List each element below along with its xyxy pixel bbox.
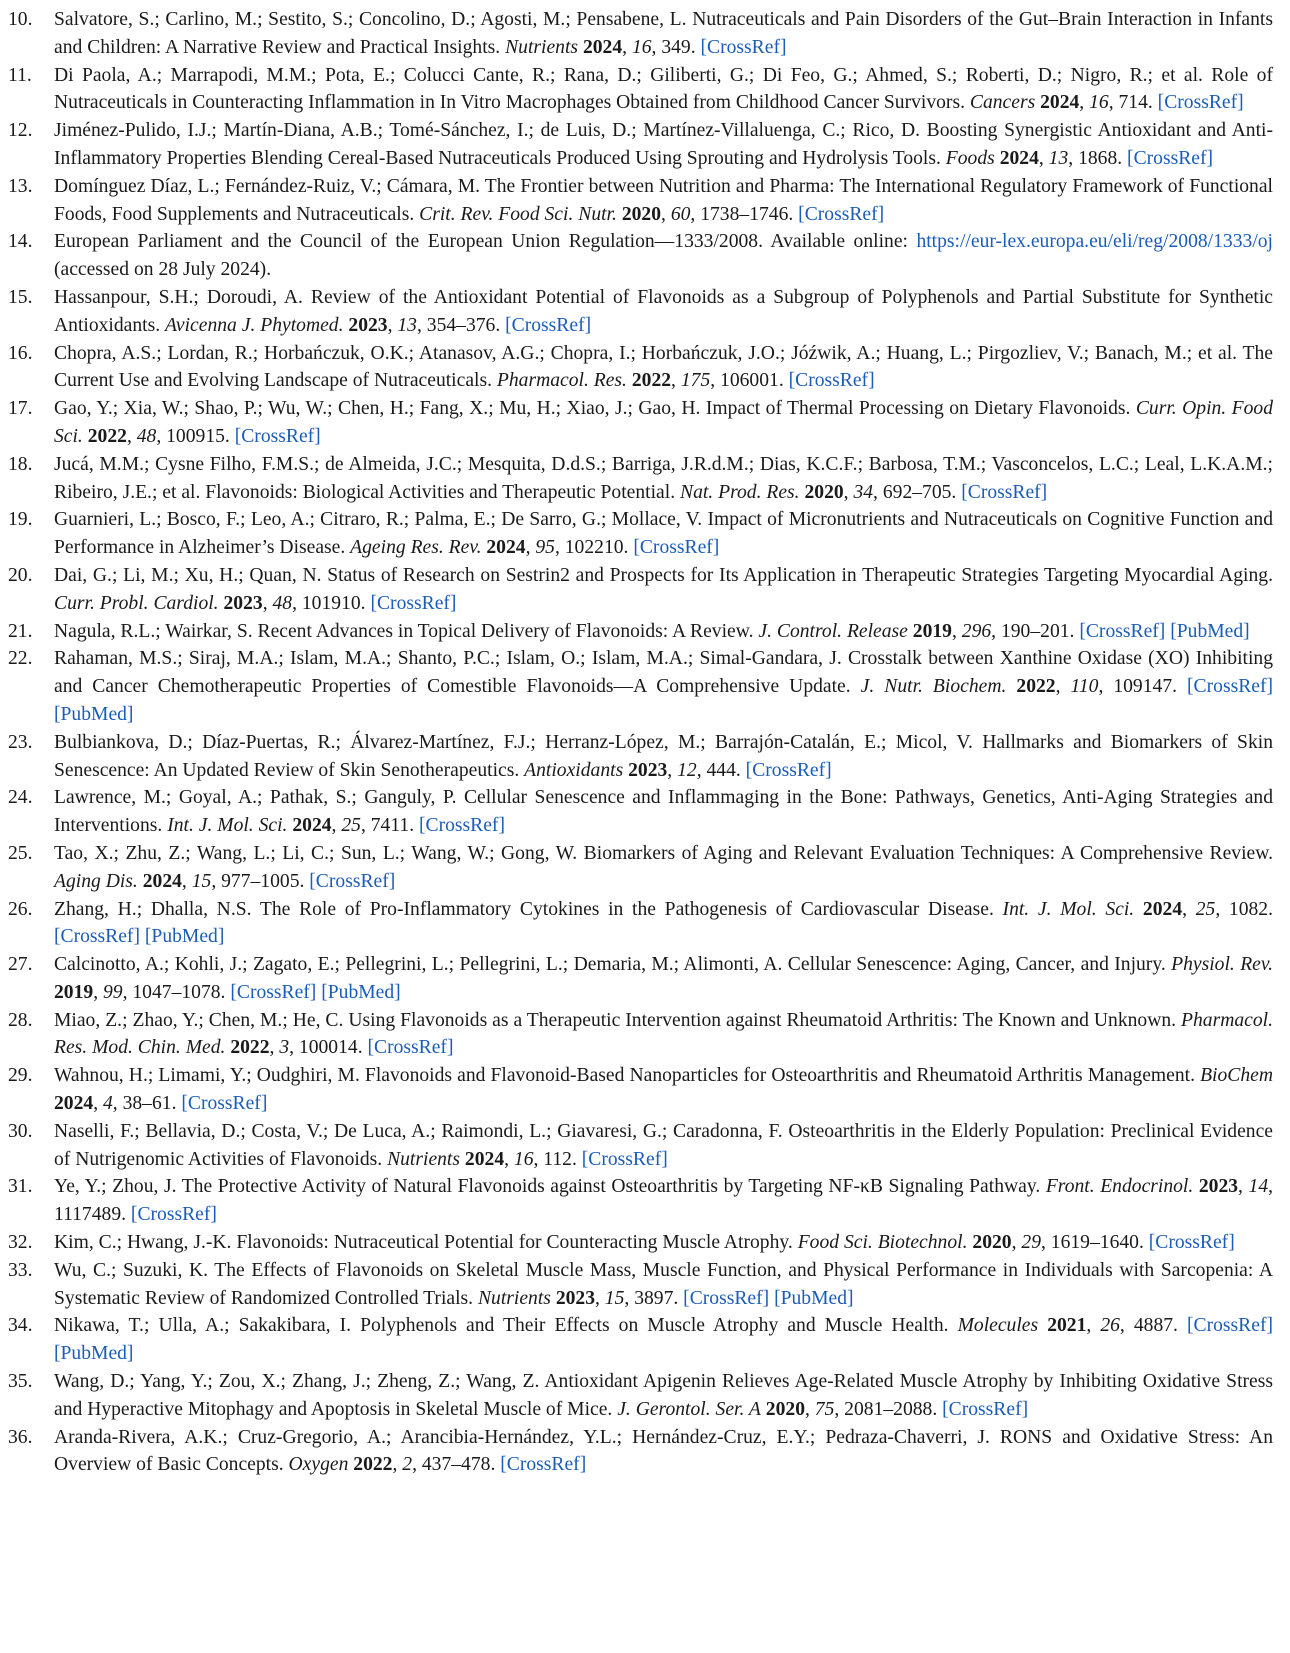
reference-text: , [262, 592, 273, 614]
reference-text: , [181, 870, 192, 892]
reference-number: 31. [8, 1176, 33, 1198]
crossref-link[interactable]: [CrossRef] [1187, 1315, 1273, 1337]
journal-or-volume: 99 [102, 981, 123, 1003]
reference-text: , [504, 1148, 514, 1170]
reference-text: , 190–201. [991, 620, 1080, 642]
publication-year: 2020 [621, 203, 662, 225]
journal-or-volume: 13 [1048, 147, 1069, 169]
reference-item [0, 1424, 1273, 1480]
reference-text: , [1086, 1315, 1101, 1337]
publication-year: 2024 [54, 1093, 94, 1115]
journal-or-volume: 95 [535, 537, 555, 559]
reference-text: , [1055, 676, 1071, 698]
journal-or-volume: Nutrients [477, 1287, 551, 1309]
reference-text: , 101910. [292, 592, 371, 614]
reference-text: Ye, Y.; Zhou, J. The Protective Activity of Natural Flavonoids against Osteoarthritis by Targeting NF-κB Signaling Pathway. [54, 1176, 1046, 1198]
reference-item [0, 284, 1273, 340]
crossref-link[interactable]: [CrossRef] [500, 1454, 587, 1476]
reference-text: , 692–705. [873, 481, 962, 503]
reference-text: , [622, 36, 632, 58]
crossref-link[interactable]: [CrossRef] [961, 481, 1048, 503]
reference-text: , 714. [1108, 92, 1158, 114]
reference-text: , 102210. [554, 537, 634, 559]
pubmed-link[interactable]: [PubMed] [1170, 620, 1250, 642]
reference-text: Chopra, A.S.; Lordan, R.; Horbańczuk, O.K.; Atanasov, A.G.; Chopra, I.; Horbańczuk, J.O.; Jóźwik, A.; Huang, L.; Pirgozliev, V.; Banach, M.; et al. The Current Use and Evolving Landscape of Nutraceuticals. [54, 342, 1273, 392]
reference-text: , [671, 370, 681, 392]
reference-text: , [843, 481, 854, 503]
crossref-link[interactable]: [CrossRef] [1157, 92, 1244, 114]
publication-year: 2024 [142, 870, 182, 892]
reference-item [0, 228, 1273, 284]
reference-item [0, 506, 1273, 562]
reference-text: Naselli, F.; Bellavia, D.; Costa, V.; De Luca, A.; Raimondi, L.; Giavaresi, G.; Caradonna, F. Osteoarthritis in the Elderly Population: Preclinical Evidence of Nutrigenomic Activities of Flavonoids. [54, 1120, 1273, 1170]
reference-text: , [525, 537, 536, 559]
reference-list [0, 6, 1290, 1479]
publication-year: 2024 [582, 36, 623, 58]
reference-item [0, 1062, 1273, 1118]
url-link[interactable]: https://eur-lex.europa.eu/eli/reg/2008/1333/oj [916, 231, 1273, 253]
reference-text: , 1738–1746. [690, 203, 799, 225]
pubmed-link[interactable]: [PubMed] [774, 1287, 854, 1309]
journal-or-volume: Physiol. Rev. [1171, 954, 1273, 976]
publication-year: 2024 [486, 537, 526, 559]
publication-year: 2023 [628, 759, 668, 781]
crossref-link[interactable]: [CrossRef] [309, 870, 396, 892]
reference-text: , [331, 815, 342, 837]
journal-or-volume: 16 [513, 1148, 534, 1170]
reference-text: , [1238, 1176, 1249, 1198]
crossref-link[interactable]: [CrossRef] [230, 981, 317, 1003]
crossref-link[interactable]: [CrossRef] [54, 926, 140, 948]
journal-or-volume: 25 [1195, 898, 1216, 920]
reference-text: Aranda-Rivera, A.K.; Cruz-Gregorio, A.; Arancibia-Hernández, Y.L.; Hernández-Cruz, E.Y.; Pedraza-Chaverri, J. RONS and Oxidative Stress: An Overview of Basic Concepts. [54, 1426, 1273, 1476]
reference-text: Rahaman, M.S.; Siraj, M.A.; Islam, M.A.; Shanto, P.C.; Islam, O.; Islam, M.A.; Simal-Gandara, J. Crosstalk between Xanthine Oxidase (XO) Inhibiting and Cancer Chemotherapeutic Properties of Comestible Flavonoids—A Comprehensive Update. [54, 648, 1273, 698]
reference-text: , 112. [533, 1148, 582, 1170]
reference-text: Di Paola, A.; Marrapodi, M.M.; Pota, E.; Colucci Cante, R.; Rana, D.; Giliberti, G.; Di Feo, G.; Ahmed, S.; Roberti, D.; Nigro, R.; et al. Role of Nutraceuticals in Counteracting Inflammation in In Vitro Macrophages Obtained from Childhood Cancer Survivors. [54, 64, 1273, 114]
reference-text: , [595, 1287, 605, 1309]
crossref-link[interactable]: [CrossRef] [370, 592, 457, 614]
journal-or-volume: 48 [272, 592, 293, 614]
reference-text: , 354–376. [416, 314, 506, 336]
reference-text: , [1038, 147, 1049, 169]
crossref-link[interactable]: [CrossRef] [181, 1093, 268, 1115]
reference-number: 20. [8, 564, 33, 586]
journal-or-volume: 13 [397, 314, 417, 336]
pubmed-link[interactable]: [PubMed] [144, 926, 225, 948]
crossref-link[interactable]: [CrossRef] [367, 1037, 454, 1059]
reference-text: , [1011, 1232, 1022, 1254]
crossref-link[interactable]: [CrossRef] [130, 1204, 217, 1226]
reference-item [0, 6, 1273, 62]
reference-number: 28. [8, 1009, 33, 1031]
reference-number: 15. [8, 286, 33, 308]
journal-or-volume: Ageing Res. Rev. [350, 537, 482, 559]
publication-year: 2024 [1142, 898, 1183, 920]
reference-text: Kim, C.; Hwang, J.-K. Flavonoids: Nutraceutical Potential for Counteracting Muscle Atrophy. [54, 1232, 798, 1254]
journal-or-volume: 12 [677, 759, 697, 781]
reference-text [1006, 676, 1016, 697]
publication-year: 2024 [1040, 92, 1080, 114]
crossref-link[interactable]: [CrossRef] [1079, 620, 1166, 642]
publication-year: 2024 [464, 1148, 505, 1170]
journal-or-volume: Nutrients [505, 36, 579, 58]
journal-or-volume: 25 [341, 815, 361, 837]
reference-text: Lawrence, M.; Goyal, A.; Pathak, S.; Ganguly, P. Cellular Senescence and Inflammaging in the Bone: Pathways, Genetics, Anti-Aging Strategies and Interventions. [54, 787, 1273, 837]
crossref-link[interactable]: [CrossRef] [1148, 1232, 1235, 1254]
reference-text: , [387, 314, 398, 336]
reference-item [0, 1257, 1273, 1313]
journal-or-volume: Int. J. Mol. Sci. [167, 815, 288, 837]
reference-number: 16. [8, 342, 33, 364]
reference-text: , 1619–1640. [1040, 1232, 1149, 1254]
reference-text: , 106001. [710, 370, 789, 392]
reference-text: , 38–61. [112, 1093, 182, 1115]
journal-or-volume: 14 [1248, 1176, 1269, 1198]
reference-text: , 100014. [289, 1037, 368, 1059]
reference-text: , 4887. [1119, 1315, 1188, 1337]
reference-text: , [1182, 898, 1196, 920]
crossref-link[interactable]: [CrossRef] [942, 1398, 1029, 1420]
reference-number: 22. [8, 648, 33, 670]
reference-text [1038, 1315, 1047, 1336]
journal-or-volume: 48 [136, 425, 157, 447]
journal-or-volume: 110 [1070, 676, 1099, 698]
reference-text: Nagula, R.L.; Wairkar, S. Recent Advances in Topical Delivery of Flavonoids: A Review. [54, 620, 759, 642]
publication-year: 2020 [765, 1398, 805, 1420]
reference-text: , [667, 759, 678, 781]
crossref-link[interactable]: [CrossRef] [505, 314, 592, 336]
journal-or-volume: 26 [1100, 1315, 1120, 1337]
publication-year: 2023 [223, 592, 263, 614]
reference-text: , 349. [651, 36, 701, 58]
reference-item [0, 896, 1273, 952]
journal-or-volume: Int. J. Mol. Sci. [1002, 898, 1135, 920]
reference-text: Hassanpour, S.H.; Doroudi, A. Review of the Antioxidant Potential of Flavonoids as a Subgroup of Polyphenols and Partial Substitute for Synthetic Antioxidants. [54, 286, 1273, 336]
reference-text: , 444. [696, 759, 746, 781]
publication-year: 2019 [54, 981, 94, 1003]
reference-item [0, 173, 1273, 229]
crossref-link[interactable]: [CrossRef] [419, 815, 505, 837]
reference-text: , [951, 620, 962, 642]
journal-or-volume: 15 [191, 870, 212, 892]
reference-text: , 3897. [624, 1287, 684, 1309]
journal-or-volume: 15 [604, 1287, 625, 1309]
publication-year: 2022 [631, 370, 672, 392]
reference-text: , 109147. [1098, 676, 1188, 698]
reference-number: 29. [8, 1065, 33, 1087]
journal-or-volume: Molecules [957, 1315, 1039, 1337]
reference-text: Salvatore, S.; Carlino, M.; Sestito, S.; Concolino, D.; Agosti, M.; Pensabene, L. Nutraceuticals and Pain Disorders of the Gut–Brain Interaction in Infants and Children: A Narrative Review and Practical Insights. [54, 9, 1273, 58]
reference-text: , 437–478. [412, 1454, 501, 1476]
reference-text: Domínguez Díaz, L.; Fernández-Ruiz, V.; Cámara, M. The Frontier between Nutrition and Pharma: The International Regulatory Framework of Functional Foods, Food Supplements and Nutraceuticals. [54, 175, 1273, 225]
reference-text: Dai, G.; Li, M.; Xu, H.; Quan, N. Status of Research on Sestrin2 and Prospects for Its Application in Therapeutic Strategies Targeting Myocardial Aging. [54, 564, 1273, 586]
journal-or-volume: Food Sci. Biotechnol. [797, 1232, 968, 1254]
reference-number: 34. [8, 1315, 33, 1337]
journal-or-volume: 296 [961, 620, 992, 642]
journal-or-volume: 175 [680, 370, 711, 392]
journal-or-volume: Curr. Opin. Food Sci. [54, 398, 1273, 447]
reference-item [0, 645, 1273, 728]
reference-number: 33. [8, 1259, 33, 1281]
reference-number: 14. [8, 231, 33, 253]
reference-text: Bulbiankova, D.; Díaz-Puertas, R.; Álvarez-Martínez, F.J.; Herranz-López, M.; Barrajón-Catalán, E.; Micol, V. Hallmarks and Biomarkers of Skin Senescence: An Updated Review of Skin Senotherapeutics. [54, 731, 1273, 781]
reference-text: , [93, 981, 103, 1003]
journal-or-volume: Front. Endocrinol. [1045, 1176, 1194, 1198]
reference-text: (accessed on 28 July 2024). [54, 259, 272, 281]
journal-or-volume: Avicenna J. Phytomed. [165, 314, 344, 336]
reference-item [0, 1118, 1273, 1174]
reference-text: Gao, Y.; Xia, W.; Shao, P.; Wu, W.; Chen, H.; Fang, X.; Mu, H.; Xiao, J.; Gao, H. Impact of Thermal Processing on Dietary Flavonoids. [54, 398, 1136, 420]
reference-number: 26. [8, 898, 33, 920]
reference-text: , 1047–1078. [122, 981, 231, 1003]
pubmed-link[interactable]: [PubMed] [54, 1343, 134, 1365]
journal-or-volume: Curr. Probl. Cardiol. [54, 592, 219, 614]
journal-or-volume: Nat. Prod. Res. [680, 481, 800, 503]
reference-number: 11. [8, 64, 32, 86]
journal-or-volume: Oxygen [288, 1454, 349, 1476]
journal-or-volume: 60 [670, 203, 691, 225]
crossref-link[interactable]: [CrossRef] [798, 203, 885, 225]
journal-or-volume: Crit. Rev. Food Sci. Nutr. [419, 203, 617, 225]
reference-number: 12. [8, 120, 33, 142]
reference-number: 32. [8, 1232, 33, 1254]
reference-text: Guarnieri, L.; Bosco, F.; Leo, A.; Citraro, R.; Palma, E.; De Sarro, G.; Mollace, V. Impact of Micronutrients and Nutraceuticals on Cognitive Function and Performance in Alzheimer’s Disease. [54, 509, 1273, 559]
publication-year: 2023 [348, 314, 388, 336]
reference-text: , [1079, 92, 1090, 114]
journal-or-volume: BioChem [1200, 1065, 1273, 1087]
reference-number: 21. [8, 620, 33, 642]
reference-text: Zhang, H.; Dhalla, N.S. The Role of Pro-Inflammatory Cytokines in the Pathogenesis of Cardiovascular Disease. [54, 898, 1003, 920]
publication-year: 2021 [1047, 1315, 1087, 1337]
journal-or-volume: Foods [945, 147, 995, 169]
publication-year: 2022 [87, 425, 127, 447]
reference-text: , [804, 1398, 815, 1420]
publication-year: 2024 [999, 147, 1039, 169]
crossref-link[interactable]: [CrossRef] [700, 36, 787, 58]
reference-item [0, 951, 1273, 1007]
reference-text: , [93, 1093, 103, 1115]
publication-year: 2020 [972, 1232, 1012, 1254]
journal-or-volume: 29 [1021, 1232, 1041, 1254]
reference-number: 35. [8, 1371, 33, 1393]
crossref-link[interactable]: [CrossRef] [633, 537, 720, 559]
reference-number: 17. [8, 398, 33, 420]
crossref-link[interactable]: [CrossRef] [581, 1148, 668, 1170]
reference-text: , 1868. [1068, 147, 1128, 169]
reference-text: Wu, C.; Suzuki, K. The Effects of Flavonoids on Skeletal Muscle Mass, Muscle Function, and Physical Performance in Individuals with Sarcopenia: A Systematic Review of Randomized Controlled Trials. [54, 1259, 1273, 1309]
reference-text: Tao, X.; Zhu, Z.; Wang, L.; Li, C.; Sun, L.; Wang, W.; Gong, W. Biomarkers of Aging and Relevant Evaluation Techniques: A Comprehensive Review. [54, 842, 1273, 864]
reference-number: 25. [8, 842, 33, 864]
reference-number: 18. [8, 453, 33, 475]
journal-or-volume: 16 [1089, 92, 1109, 114]
reference-item [0, 729, 1273, 785]
reference-number: 36. [8, 1426, 33, 1448]
publication-year: 2023 [1198, 1176, 1239, 1198]
publication-year: 2022 [353, 1454, 393, 1476]
publication-year: 2022 [230, 1037, 270, 1059]
reference-item [0, 1368, 1273, 1424]
reference-item [0, 618, 1273, 646]
pubmed-link[interactable]: [PubMed] [321, 981, 401, 1003]
reference-item [0, 1173, 1273, 1229]
reference-item [0, 1229, 1273, 1257]
reference-text: Nikawa, T.; Ulla, A.; Sakakibara, I. Polyphenols and Their Effects on Muscle Atrophy and Muscle Health. [54, 1315, 958, 1337]
reference-text: European Parliament and the Council of the European Union Regulation—1333/2008. Available online: [54, 231, 917, 253]
reference-number: 13. [8, 175, 33, 197]
reference-text: , 100915. [156, 425, 235, 447]
reference-number: 23. [8, 731, 33, 753]
crossref-link[interactable]: [CrossRef] [683, 1287, 770, 1309]
journal-or-volume: Aging Dis. [54, 870, 138, 892]
reference-text: , 977–1005. [211, 870, 310, 892]
reference-number: 30. [8, 1120, 33, 1142]
publication-year: 2022 [1016, 676, 1056, 698]
crossref-link[interactable]: [CrossRef] [234, 425, 321, 447]
reference-text: , [126, 425, 137, 447]
reference-number: 10. [8, 9, 33, 30]
journal-or-volume: J. Nutr. Biochem. [860, 676, 1007, 698]
publication-year: 2024 [292, 815, 332, 837]
publication-year: 2023 [555, 1287, 595, 1309]
reference-item [0, 395, 1273, 451]
publication-year: 2020 [804, 481, 844, 503]
reference-item [0, 1312, 1273, 1368]
crossref-link[interactable]: [CrossRef] [788, 370, 875, 392]
reference-text: , [269, 1037, 280, 1059]
reference-item [0, 62, 1273, 118]
reference-text: , [661, 203, 671, 225]
reference-item [0, 117, 1273, 173]
pubmed-link[interactable]: [PubMed] [54, 703, 134, 725]
crossref-link[interactable]: [CrossRef] [1187, 676, 1274, 698]
journal-or-volume: Pharmacol. Res. [496, 370, 627, 392]
journal-or-volume: J. Control. Release [758, 620, 908, 642]
journal-or-volume: 4 [102, 1093, 113, 1115]
reference-number: 27. [8, 954, 33, 976]
reference-item [0, 451, 1273, 507]
reference-item [0, 340, 1273, 396]
journal-or-volume: J. Gerontol. Ser. A [617, 1398, 761, 1420]
reference-text: , 1117489. [54, 1176, 1274, 1226]
reference-text: Wahnou, H.; Limami, Y.; Oudghiri, M. Flavonoids and Flavonoid-Based Nanoparticles for Osteoarthritis and Rheumatoid Arthritis Management. [54, 1065, 1201, 1087]
reference-text: , 7411. [360, 815, 419, 837]
reference-item [0, 784, 1273, 840]
reference-number: 19. [8, 509, 33, 531]
journal-or-volume: 3 [279, 1037, 290, 1059]
publication-year: 2019 [912, 620, 952, 642]
reference-text: Jucá, M.M.; Cysne Filho, F.M.S.; de Almeida, J.C.; Mesquita, D.d.S.; Barriga, J.R.d.M.; Dias, K.C.F.; Barbosa, T.M.; Vasconcelos, L.C.; Leal, L.K.A.M.; Ribeiro, J.E.; et al. Flavonoids: Biological Activities and Therapeutic Potential. [54, 453, 1273, 503]
journal-or-volume: Cancers [969, 92, 1036, 114]
reference-text: , 1082. [1215, 898, 1273, 920]
journal-or-volume: Nutrients [387, 1148, 461, 1170]
reference-text: Calcinotto, A.; Kohli, J.; Zagato, E.; Pellegrini, L.; Pellegrini, L.; Demaria, M.; Alimonti, A. Cellular Senescence: Aging, Cancer, and Injury. [54, 954, 1172, 976]
reference-item [0, 840, 1273, 896]
reference-text: Wang, D.; Yang, Y.; Zou, X.; Zhang, J.; Zheng, Z.; Wang, Z. Antioxidant Apigenin Relieves Age-Related Muscle Atrophy by Inhibiting Oxidative Stress and Hyperactive Mitophagy and Apoptosis in Skeletal Muscle of Mice. [54, 1371, 1273, 1420]
crossref-link[interactable]: [CrossRef] [1127, 147, 1214, 169]
journal-or-volume: Pharmacol. Res. Mod. Chin. Med. [54, 1009, 1273, 1059]
reference-number: 24. [8, 787, 33, 809]
journal-or-volume: 34 [853, 481, 874, 503]
reference-text: , [392, 1454, 403, 1476]
reference-text [1134, 899, 1143, 920]
journal-or-volume: 2 [402, 1454, 413, 1476]
reference-text: , 2081–2088. [834, 1398, 943, 1420]
reference-text: Jiménez-Pulido, I.J.; Martín-Diana, A.B.; Tomé-Sánchez, I.; de Luis, D.; Martínez-Villaluenga, C.; Rico, D. Boosting Synergistic Antioxidant and Anti-Inflammatory Properties Blending Cereal-Based Nutraceuticals Produced Using Sprouting and Hydrolysis Tools. [54, 120, 1273, 169]
journal-or-volume: Antioxidants [524, 759, 624, 781]
reference-text: Miao, Z.; Zhao, Y.; Chen, M.; He, C. Using Flavonoids as a Therapeutic Intervention against Rheumatoid Arthritis: The Known and Unknown. [54, 1009, 1182, 1031]
journal-or-volume: 75 [814, 1398, 835, 1420]
crossref-link[interactable]: [CrossRef] [745, 759, 832, 781]
reference-item [0, 1007, 1273, 1063]
journal-or-volume: 16 [631, 36, 652, 58]
reference-item [0, 562, 1273, 618]
